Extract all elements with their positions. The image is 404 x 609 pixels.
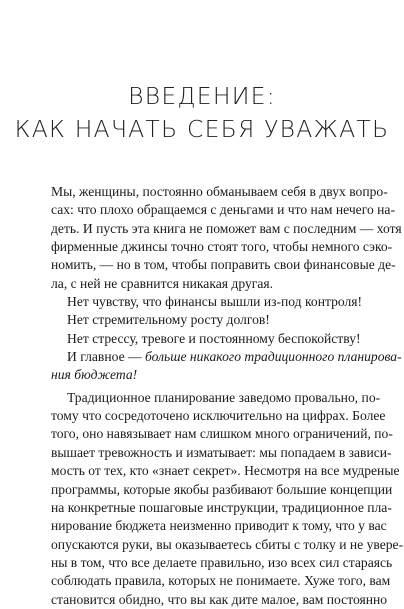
chapter-title [0,80,404,146]
text-line: тому что сосредоточено исключительно на цифрах. Более [51,408,386,424]
chapter-title-line-1: ВВЕДЕНИЕ: [128,82,276,110]
text-line: Нет стрессу, тревоге и постоянному беспокойству! [67,330,361,346]
text-line: номить, — но в том, чтобы поправить свои финансовые де- [51,257,396,273]
text-line: вышает тревожность и изматывает: мы попадаем в зависи- [51,444,392,460]
text-line: становится обидно, что вы как дите малое, вам постоянно [51,591,388,607]
text-line: опускаются руки, вы оказываетесь сбиты с толку и не уверe- [51,536,404,552]
text-line: программы, которые якобы разбивают большие концепции [51,481,393,497]
text-line [51,366,359,384]
text-line: ла, с ней не сравнится никакая другая. [51,275,274,291]
text-line: соблюдать правила, которых не понимаете. Хуже того, вам [51,573,391,589]
paragraph-exclamation-3 [51,330,359,348]
text-line [51,348,402,366]
text-line: сах: что плохо обращаемся с деньгами и что нам нечего на- [51,202,395,218]
paragraph-traditional-budgeting [51,389,404,609]
paragraph-intro [51,183,402,293]
text-line: на конкретные пошаговые инструкции, традиционное пла- [51,499,392,515]
text-line: деть. И пусть эта книга не поможет вам с последним — хотя [51,220,402,236]
text-line: Мы, женщины, постоянно обманываем себя в двух вопро- [51,184,388,199]
text-line: мость от тех, кто «знает секрет». Несмотря на все мудреные [51,463,400,479]
paragraph-exclamation-1 [51,293,363,311]
chapter-title-line-2: КАК НАЧАТЬ СЕБЯ УВАЖАТЬ [14,115,390,143]
text-line: Нет стремительному росту долгов! [67,312,270,328]
text-line: того, оно навязывает нам слишком много ограничений, по- [51,426,393,442]
emphasis-text: ния бюджета! [51,367,138,383]
text-line: Нет чувству, что финансы вышли из-под контроля! [67,294,363,310]
text-line: ны в том, что все делаете правильно, изо всех сил стараясь [51,554,393,570]
emphasis-text: больше никакого традиционного планирова- [145,349,402,365]
text-line: фирменные джинсы точно стоят того, чтобы немного сэко- [51,239,393,255]
text-span: И главное — [67,349,145,365]
text-line: нирование бюджета неизменно приводит к тому, что у вас [51,518,387,534]
paragraph-main-point [51,348,402,385]
chapter-body [51,183,404,609]
text-line: Традиционное планирование заведомо провально, по- [67,389,381,405]
paragraph-exclamation-2 [51,311,359,329]
